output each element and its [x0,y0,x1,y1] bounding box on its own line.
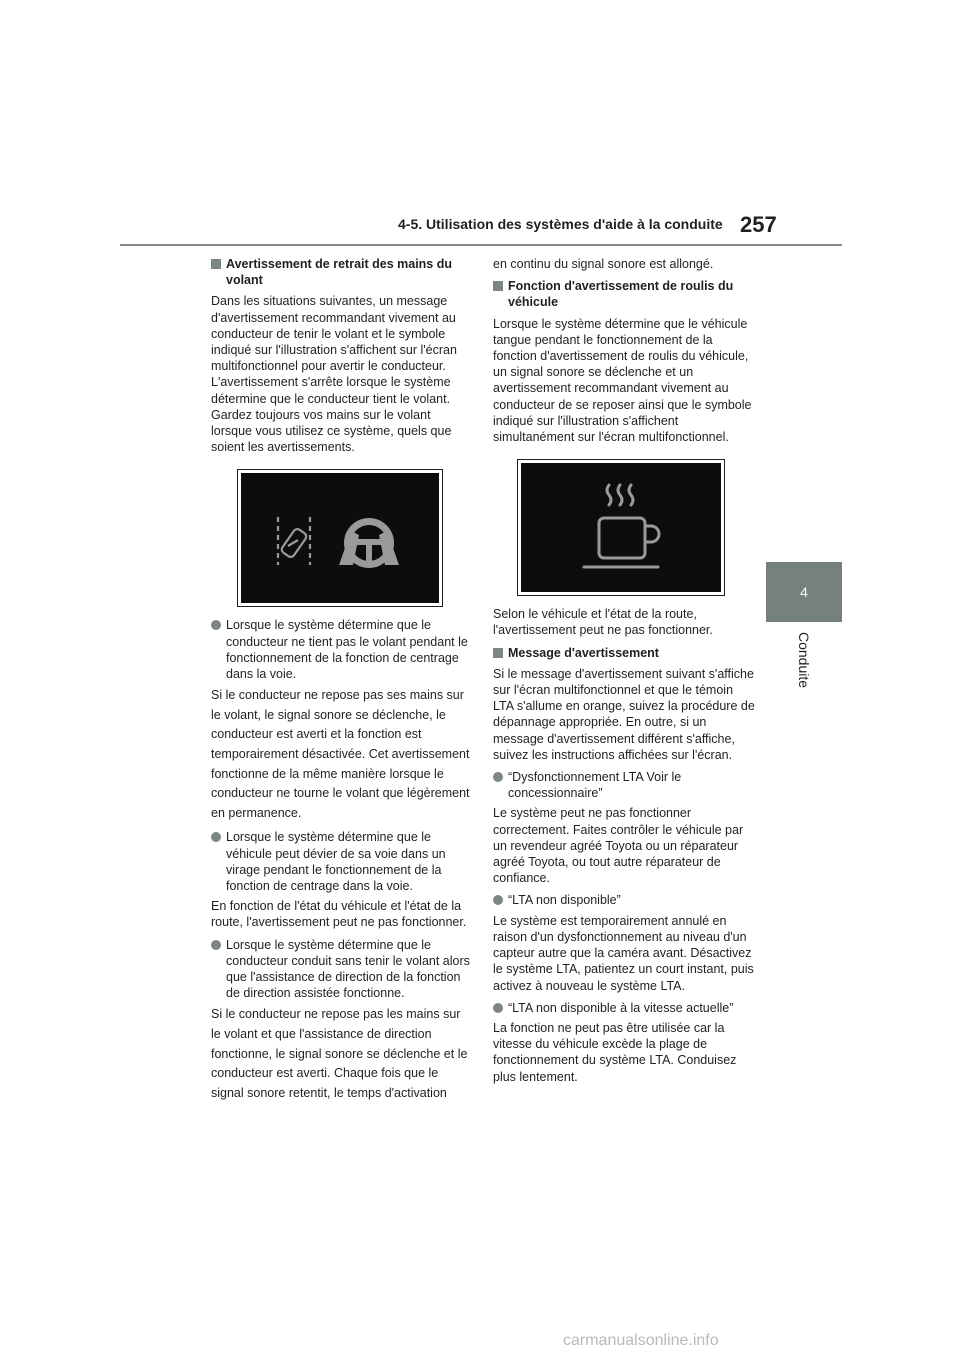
list-item [493,769,755,801]
hands-off-wheel-icon [241,473,439,603]
paragraph: En fonction de l'état du véhicule et l'état de la route, l'avertissement peut ne pas fonctionner. [211,899,467,930]
list-item [211,937,473,1002]
list-item-text: “Dysfonctionnement LTA Voir le concessionnaire” [508,770,682,801]
section-heading [493,278,755,310]
watermark: carmanualsonline.info [563,1332,719,1349]
bullet-marker [493,1003,503,1013]
list-item-text: Lorsque le système détermine que le conducteur ne tient pas le volant pendant le fonctionnement de la fonction de centrage dans la voie. [226,618,468,682]
right-column [493,256,755,1091]
heading-text: Message d'avertissement [508,645,659,660]
heading-text: Fonction d'avertissement de roulis du véhicule [508,279,734,310]
list-item-text: Lorsque le système détermine que le véhicule peut dévier de sa voie dans un virage pendant le fonctionnement de la fonction de centrage dans la voie. [226,830,446,894]
bullet-marker [211,620,221,630]
list-item [493,1000,755,1016]
chapter-tab: 4 [766,562,842,622]
left-column [211,256,473,1109]
paragraph: La fonction ne peut pas être utilisée car la vitesse du véhicule excède la plage de fonctionnement du système LTA. Conduisez plus lentement. [493,1020,737,1084]
display-screen [241,473,439,603]
page-number: 257 [740,212,777,237]
paragraph: Si le conducteur ne repose pas ses mains sur le volant, le signal sonore se déclenche, le conducteur est averti et la fonction est temporairement désactivée. Cet avertissement fonctionne de la même manière lorsque le conducteur ne tourne le volant que légèrement en permanence. [211,688,470,820]
bullet-marker [493,772,503,782]
list-item-text: Lorsque le système détermine que le conducteur conduit sans tenir le volant alors que l'assistance de direction de la fonction de direction assistée fonctionne. [226,937,470,1001]
chapter-label: Conduite [796,632,812,689]
paragraph: Dans les situations suivantes, un message d'avertissement recommandant vivement au conducteur de tenir le volant et le symbole indiqué sur l'illustration s'affichent sur l'écran multifonctionnel pour avertir le conducteur. L'avertissement s'arrête lorsque le système détermine que le conducteur tient le volant. Gardez toujours vos mains sur le volant lorsque vous utilisez ce système, quels que soient les avertissements. [211,294,457,455]
bullet-marker [211,940,221,950]
bullet-marker [493,895,503,905]
section-heading [493,645,755,661]
paragraph: Lorsque le système détermine que le véhicule tangue pendant le fonctionnement de la fonction d'avertissement de roulis du véhicule, un signal sonore se déclenche et un avertissement recommandant vivement au conducteur de se reposer ainsi que le symbole indiqué sur l'illustration s'affichent simultanément sur l'écran multifonctionnel. [493,316,752,445]
heading-text: Avertissement de retrait des mains du volant [226,257,453,288]
vehicle-sway-warning-illustration [517,459,725,596]
paragraph: Selon le véhicule et l'état de la route, l'avertissement peut ne pas fonctionner. [493,607,713,638]
paragraph: en continu du signal sonore est allongé. [493,257,714,271]
coffee-cup-icon [521,463,721,592]
list-item [211,829,473,894]
paragraph: Si le message d'avertissement suivant s'affiche sur l'écran multifonctionnel et que le témoin LTA s'allume en orange, suivez la procédure de dépannage appropriée. En outre, si un message d'avertissement différent s'affiche, suivez les instructions affichées sur l'écran. [493,666,755,762]
list-item-text: “LTA non disponible à la vitesse actuelle” [508,1000,734,1015]
header-divider [120,244,842,246]
hands-off-warning-illustration [237,469,443,607]
paragraph: Le système peut ne pas fonctionner correctement. Faites contrôler le véhicule par un revendeur agréé Toyota ou un réparateur agréé Toyota, ou tout autre réparateur de confiance. [493,806,744,886]
list-item-text: “LTA non disponible” [508,893,621,908]
display-screen [521,463,721,592]
heading-marker [493,648,503,658]
section-heading [211,256,473,288]
heading-marker [493,281,503,291]
paragraph: Si le conducteur ne repose pas les mains sur le volant et que l'assistance de direction fonctionne, le signal sonore se déclenche et le conducteur est averti. Chaque fois que le signal sonore retentit, le temps d'activation [211,1007,468,1100]
paragraph: Le système est temporairement annulé en raison d'un dysfonctionnement au niveau d'un capteur autre que la caméra avant. Désactivez le système LTA, patientez un court instant, puis activez à nouveau le système LTA. [493,913,754,993]
list-item [493,892,755,908]
list-item [211,617,473,682]
heading-marker [211,259,221,269]
section-title: 4-5. Utilisation des systèmes d'aide à la conduite [398,216,723,232]
bullet-marker [211,832,221,842]
